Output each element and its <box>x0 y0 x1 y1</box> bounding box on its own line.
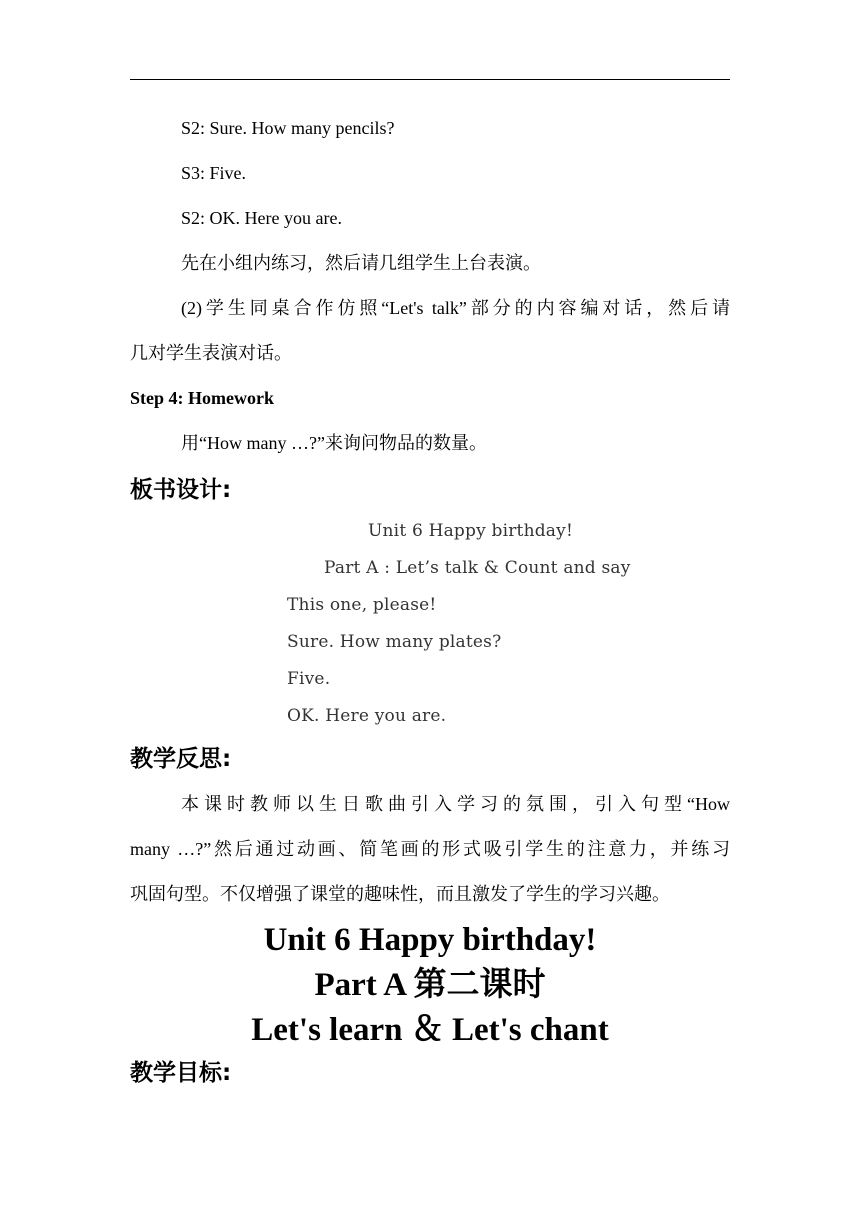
reflection-heading: 教学反思: <box>130 746 232 772</box>
reflection-line-2: many …?”然后通过动画、简笔画的形式吸引学生的注意力，并练习 <box>130 839 730 859</box>
pair-practice-line-1: (2)学生同桌合作仿照“Let's talk”部分的内容编对话，然后请 <box>181 298 730 318</box>
step4-text: 用“How many …?”来询问物品的数量。 <box>181 433 487 453</box>
board-sentence-4: OK. Here you are. <box>287 706 447 726</box>
unit-title: Unit 6 Happy birthday! <box>263 922 597 958</box>
dialogue-line-s3-answer: S3: Five. <box>181 163 247 183</box>
part-title: Part A 第二课时 <box>314 967 546 1003</box>
board-unit-line: Unit 6 Happy birthday! <box>368 521 573 541</box>
pair-practice-line-2: 几对学生表演对话。 <box>130 343 292 363</box>
dialogue-line-s2-give: S2: OK. Here you are. <box>181 208 342 228</box>
board-design-heading: 板书设计: <box>130 477 232 503</box>
reflection-line-1: 本课时教师以生日歌曲引入学习的氛围，引入句型“How <box>181 794 730 814</box>
header-rule <box>130 79 730 80</box>
board-sentence-3: Five. <box>287 669 331 689</box>
board-part-line: Part A : Let’s talk & Count and say <box>324 558 631 578</box>
objectives-heading: 教学目标: <box>130 1060 232 1086</box>
reflection-line-3: 巩固句型。不仅增强了课堂的趣味性，而且激发了学生的学习兴趣。 <box>130 884 670 904</box>
board-sentence-1: This one, please! <box>287 595 437 615</box>
board-sentence-2: Sure. How many plates? <box>287 632 502 652</box>
step4-title: Step 4: Homework <box>130 388 274 408</box>
lesson-subtitle: Let's learn ＆ Let's chant <box>251 1012 609 1048</box>
group-practice-text: 先在小组内练习，然后请几组学生上台表演。 <box>181 253 541 273</box>
dialogue-line-s2-request: S2: Sure. How many pencils? <box>181 118 395 138</box>
